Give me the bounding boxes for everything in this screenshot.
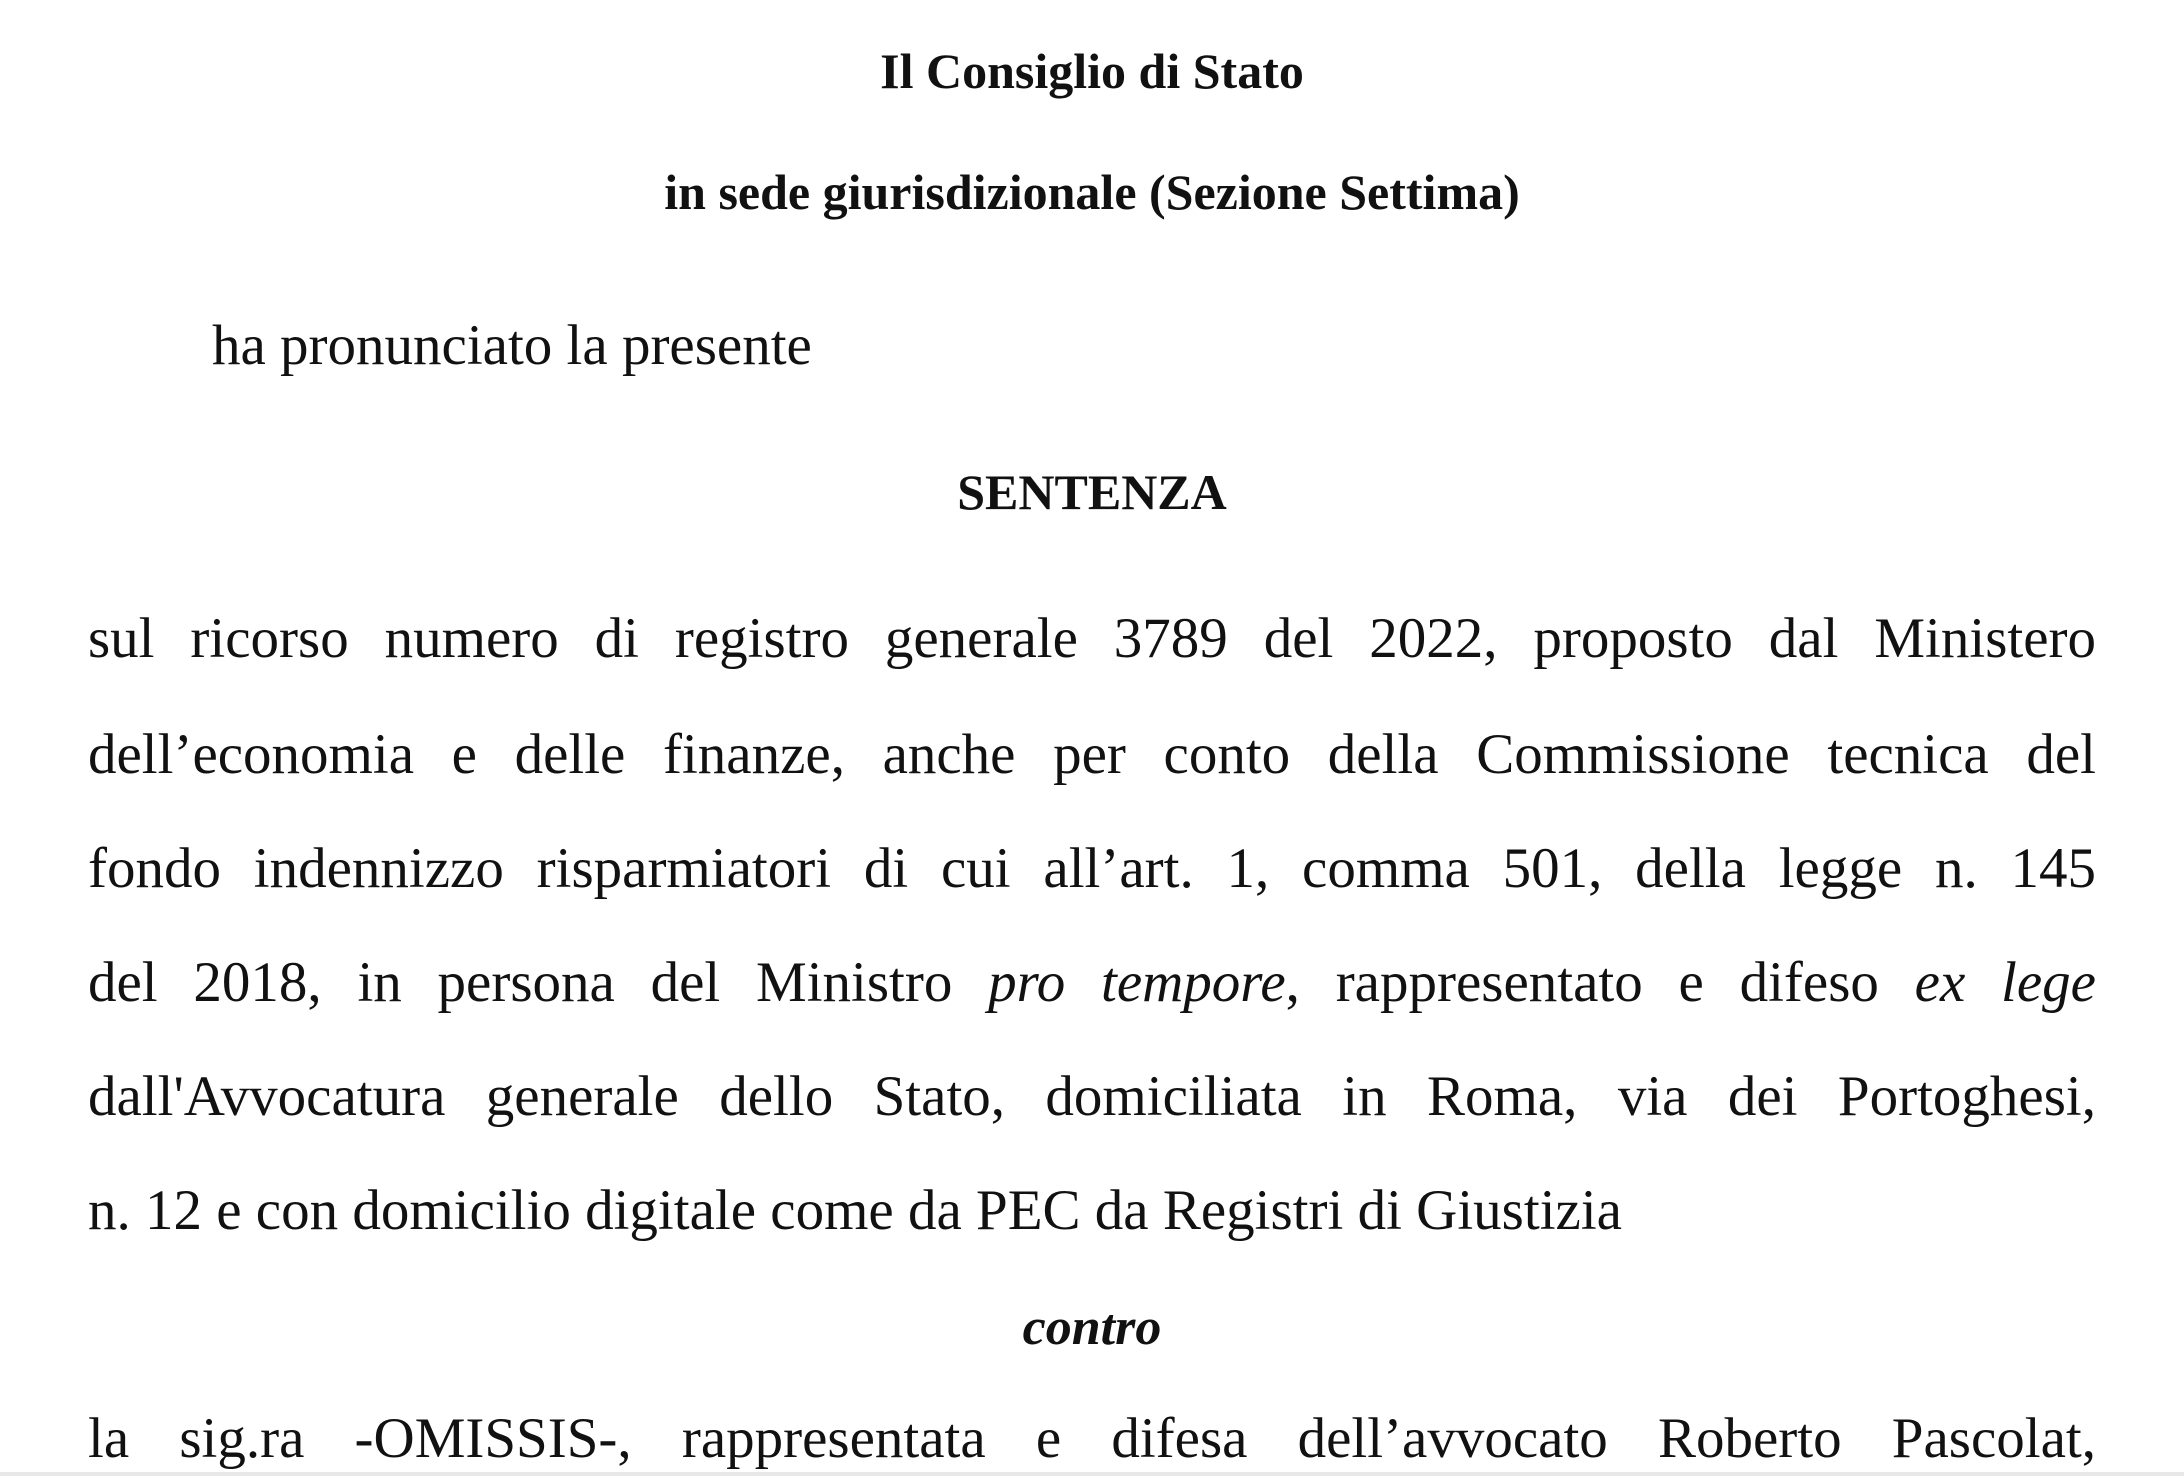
resistente-line-1: la sig.ra -OMISSIS-, rappresentata e difesa dell’avvocato Roberto Pascolat, — [88, 1407, 2096, 1470]
pro-tempore-italic: pro tempore — [988, 951, 1286, 1014]
ricorso-line-3: fondo indennizzo risparmiatori di cui all’art. 1, comma 501, della legge n. 145 — [88, 837, 2096, 900]
ricorso-line-1: sul ricorso numero di registro generale 3789 del 2022, proposto dal Ministero — [88, 607, 2096, 670]
intro-line: ha pronunciato la presente — [212, 314, 812, 377]
page-bottom-edge — [0, 1472, 2184, 1476]
document-type-heading: SENTENZA — [957, 464, 1227, 520]
court-title: Il Consiglio di Stato — [880, 43, 1304, 99]
ricorso-line-4 — [88, 951, 2096, 1014]
court-section: in sede giurisdizionale (Sezione Settima) — [664, 164, 1520, 220]
ricorso-line-4-part-a: del 2018, in persona del Ministro — [88, 951, 989, 1014]
contro-heading: contro — [1022, 1299, 1162, 1356]
ricorso-line-2: dell’economia e delle finanze, anche per conto della Commissione tecnica del — [88, 723, 2096, 786]
ex-lege-italic: ex lege — [1914, 951, 2096, 1014]
ricorso-line-6: n. 12 e con domicilio digitale come da PEC da Registri di Giustizia — [88, 1179, 1622, 1242]
ricorso-line-4-part-b: , rappresentato e difeso — [1285, 951, 1915, 1014]
ricorso-line-5: dall'Avvocatura generale dello Stato, domiciliata in Roma, via dei Portoghesi, — [88, 1065, 2096, 1128]
